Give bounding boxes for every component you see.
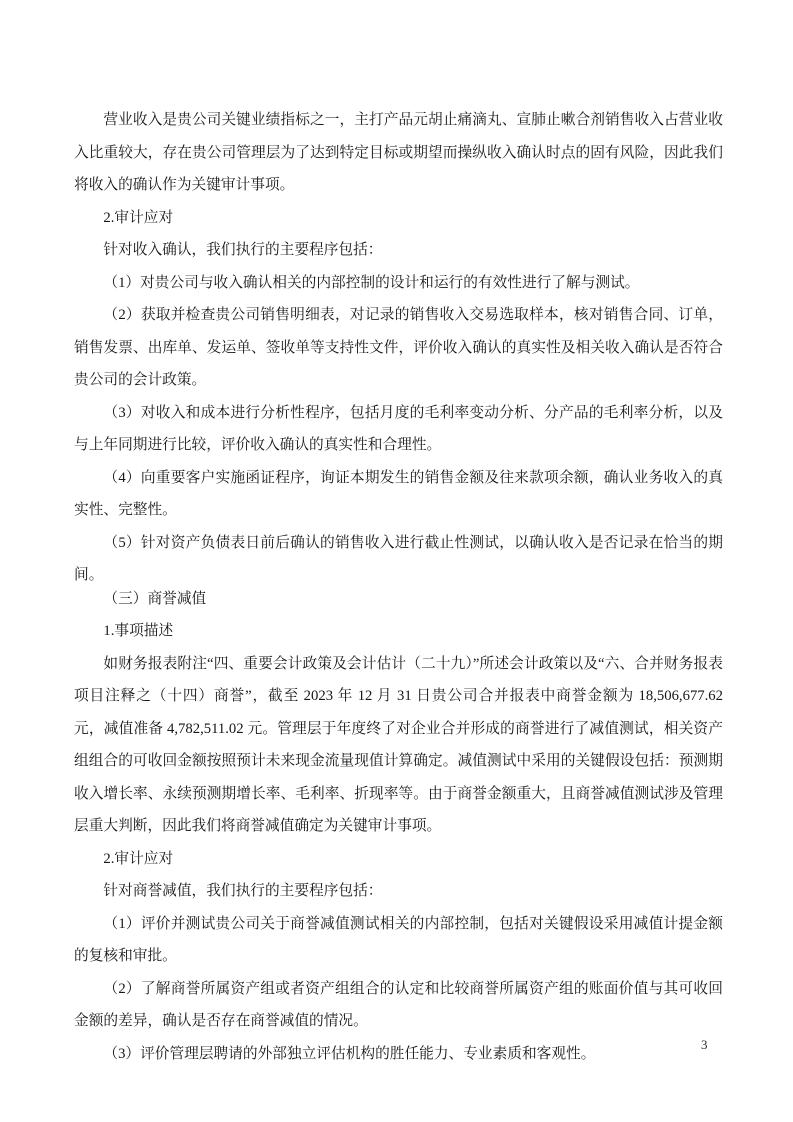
para-goodwill-procedure-1: （1）评价并测试贵公司关于商誉减值测试相关的内部控制，包括对关键假设采用减值计提金额的复核和审批。 xyxy=(74,915,723,964)
heading-audit-response-revenue: 2.审计应对 xyxy=(103,209,174,226)
para-revenue-risk-description: 营业收入是贵公司关键业绩指标之一，主打产品元胡止痛滴丸、宣肺止嗽合剂销售收入占营业收入比重较大，存在贵公司管理层为了达到特定目标或期望而操纵收入确认时点的固有风险，因此我们将收入的确认作为关键审计事项。 xyxy=(74,112,723,193)
para-revenue-procedure-3: （3）对收入和成本进行分析性程序，包括月度的毛利率变动分析、分产品的毛利率分析，以及与上年同期进行比较，评价收入确认的真实性和合理性。 xyxy=(74,404,723,453)
para-revenue-procedure-4: （4）向重要客户实施函证程序，询证本期发生的销售金额及往来款项余额，确认业务收入的真实性、完整性。 xyxy=(74,469,723,518)
document-body xyxy=(74,104,723,1070)
heading-goodwill-impairment: （三）商誉减值 xyxy=(103,590,207,607)
para-revenue-procedures-intro: 针对收入确认，我们执行的主要程序包括： xyxy=(103,242,383,258)
para-revenue-procedure-5: （5）针对资产负债表日前后确认的销售收入进行截止性测试，以确认收入是否记录在恰当的期间。 xyxy=(74,534,723,583)
heading-audit-response-goodwill: 2.审计应对 xyxy=(103,850,174,867)
heading-matter-description: 1.事项描述 xyxy=(103,623,174,639)
para-revenue-procedure-2: （2）获取并检查贵公司销售明细表，对记录的销售收入交易选取样本，核对销售合同、订单，销售发票、出库单、发运单、签收单等支持性文件，评价收入确认的真实性及相关收入确认是否符合贵公司的会计政策。 xyxy=(74,307,723,388)
para-goodwill-description: 如财务报表附注“四、重要会计政策及会计估计（二十九）”所述会计政策以及“六、合并财务报表项目注释之（十四）商誉”，截至 2023 年 12 月 31 日贵公司合并报表中商誉金额为 18,506,677.62 元，减值准备 4,782,511.02 元。管理层于年度终了对企业合并形成的商誉进行了减值测试，相关资产组组合的可收回金额按照预计未来现金流量现值计算确定。减值测试中采用的关键假设包括：预测期收入增长率、永续预测期增长率、毛利率、折现率等。由于商誉金额重大，且商誉减值测试涉及管理层重大判断，因此我们将商誉减值确定为关键审计事项。 xyxy=(74,655,723,834)
para-goodwill-procedures-intro: 针对商誉减值，我们执行的主要程序包括： xyxy=(103,883,383,899)
para-goodwill-procedure-3: （3）评价管理层聘请的外部独立评估机构的胜任能力、专业素质和客观性。 xyxy=(103,1045,596,1062)
page-number: 3 xyxy=(701,1037,708,1052)
para-goodwill-procedure-2: （2）了解商誉所属资产组或者资产组组合的认定和比较商誉所属资产组的账面价值与其可收回金额的差异，确认是否存在商誉减值的情况。 xyxy=(74,980,723,1029)
para-revenue-procedure-1: （1）对贵公司与收入确认相关的内部控制的设计和运行的有效性进行了解与测试。 xyxy=(103,274,640,291)
